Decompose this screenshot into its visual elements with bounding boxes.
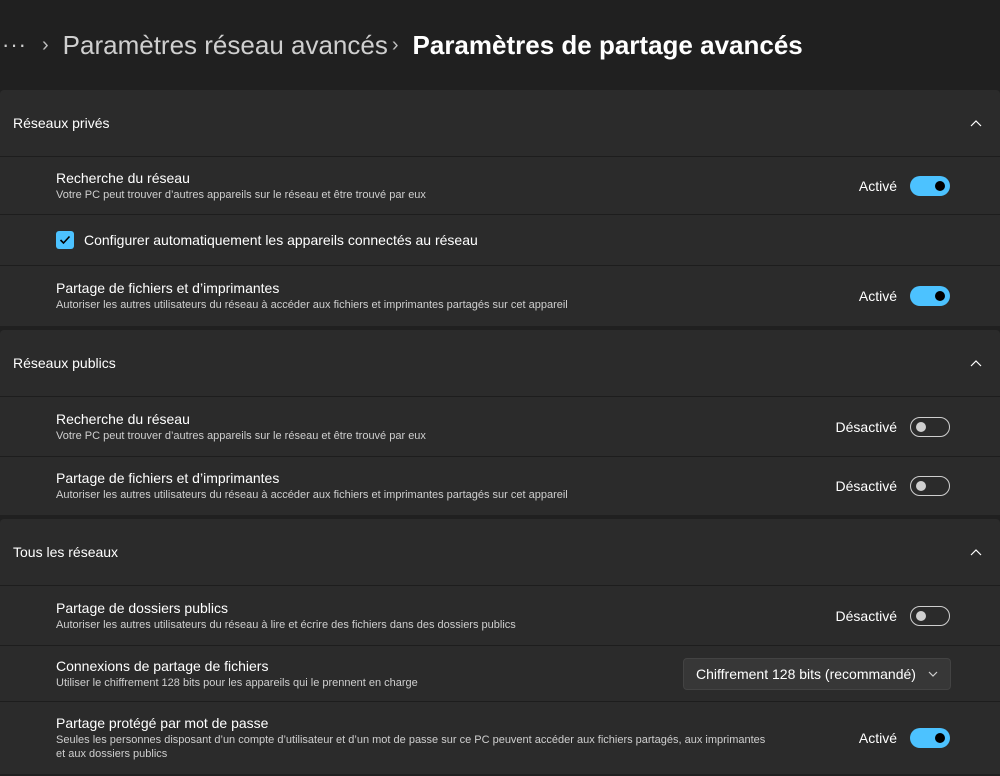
setting-title: Partage de dossiers publics <box>56 599 228 616</box>
setting-title: Recherche du réseau <box>56 169 190 186</box>
setting-description: Seules les personnes disposant d’un compte d’utilisateur et d’un mot de passe sur ce PC peuvent accéder aux fichiers partagés, aux imprimantes et aux dossiers publics <box>56 734 766 760</box>
section-private-networks <box>0 90 1000 326</box>
setting-row-public-network-discovery <box>0 397 1000 457</box>
toggle-state-label: Activé <box>858 177 897 194</box>
select-value: Chiffrement 128 bits (recommandé) <box>696 665 916 682</box>
setting-description: Autoriser les autres utilisateurs du réseau à accéder aux fichiers et imprimantes partagés sur cet appareil <box>56 489 568 501</box>
setting-title: Partage protégé par mot de passe <box>56 715 269 731</box>
checkmark-icon <box>59 235 71 245</box>
toggle-state-label: Activé <box>858 288 897 304</box>
toggle-knob <box>916 422 926 432</box>
setting-description: Autoriser les autres utilisateurs du réseau à accéder aux fichiers et imprimantes partagés sur cet appareil <box>56 299 568 311</box>
toggle-knob <box>935 733 945 743</box>
auto-setup-checkbox[interactable] <box>56 231 74 249</box>
setting-description: Autoriser les autres utilisateurs du réseau à lire et écrire des fichiers dans des dossiers publics <box>56 618 516 631</box>
section-title: Réseaux publics <box>13 355 116 371</box>
toggle-knob <box>935 181 945 191</box>
setting-row-password-protected-sharing <box>0 702 1000 774</box>
setting-row-public-file-printer-sharing <box>0 457 1000 515</box>
toggle-state-label: Désactivé <box>835 478 897 494</box>
chevron-down-icon <box>928 671 938 677</box>
section-header-public[interactable] <box>0 330 1000 397</box>
toggle-state-label: Activé <box>858 730 897 746</box>
section-header-private[interactable] <box>0 90 1000 157</box>
setting-title: Partage de fichiers et d’imprimantes <box>56 470 280 486</box>
section-title: Tous les réseaux <box>13 544 119 560</box>
network-discovery-toggle[interactable] <box>910 417 950 437</box>
setting-row-private-network-discovery <box>0 157 1000 215</box>
setting-title: Recherche du réseau <box>56 410 190 427</box>
file-printer-sharing-toggle[interactable] <box>910 286 950 306</box>
toggle-state-label: Désactivé <box>835 418 897 435</box>
setting-title: Connexions de partage de fichiers <box>56 657 269 674</box>
setting-description: Votre PC peut trouver d’autres appareils sur le réseau et être trouvé par eux <box>56 429 426 442</box>
section-title: Réseaux privés <box>13 115 110 131</box>
breadcrumb-parent-link[interactable]: Paramètres réseau avancés <box>62 29 388 60</box>
more-icon[interactable]: ··· <box>2 32 27 57</box>
chevron-up-icon[interactable] <box>970 119 982 127</box>
toggle-state-label: Désactivé <box>835 607 897 624</box>
chevron-up-icon[interactable] <box>970 548 982 556</box>
password-protected-sharing-toggle[interactable] <box>910 728 950 748</box>
encryption-select[interactable] <box>683 658 951 690</box>
setting-row-file-sharing-connections <box>0 646 1000 702</box>
section-all-networks <box>0 519 1000 774</box>
setting-row-public-folder-sharing <box>0 586 1000 646</box>
setting-description: Utiliser le chiffrement 128 bits pour les appareils qui le prennent en charge <box>56 676 418 689</box>
chevron-up-icon[interactable] <box>970 359 982 367</box>
chevron-right-icon: › <box>391 33 399 56</box>
toggle-knob <box>935 291 945 301</box>
section-public-networks <box>0 330 1000 515</box>
toggle-knob <box>916 611 926 621</box>
checkbox-label: Configurer automatiquement les appareils connectés au réseau <box>84 232 478 248</box>
setting-row-auto-setup <box>0 215 1000 266</box>
setting-title: Partage de fichiers et d’imprimantes <box>56 280 280 296</box>
page-title: Paramètres de partage avancés <box>412 29 803 60</box>
breadcrumb <box>0 0 1000 90</box>
public-folder-sharing-toggle[interactable] <box>910 606 950 626</box>
chevron-right-icon: › <box>42 33 49 56</box>
setting-row-private-file-printer-sharing <box>0 266 1000 326</box>
network-discovery-toggle[interactable] <box>910 176 950 196</box>
section-header-all[interactable] <box>0 519 1000 586</box>
setting-description: Votre PC peut trouver d’autres appareils sur le réseau et être trouvé par eux <box>56 188 426 201</box>
toggle-knob <box>916 481 926 491</box>
file-printer-sharing-toggle[interactable] <box>910 476 950 496</box>
